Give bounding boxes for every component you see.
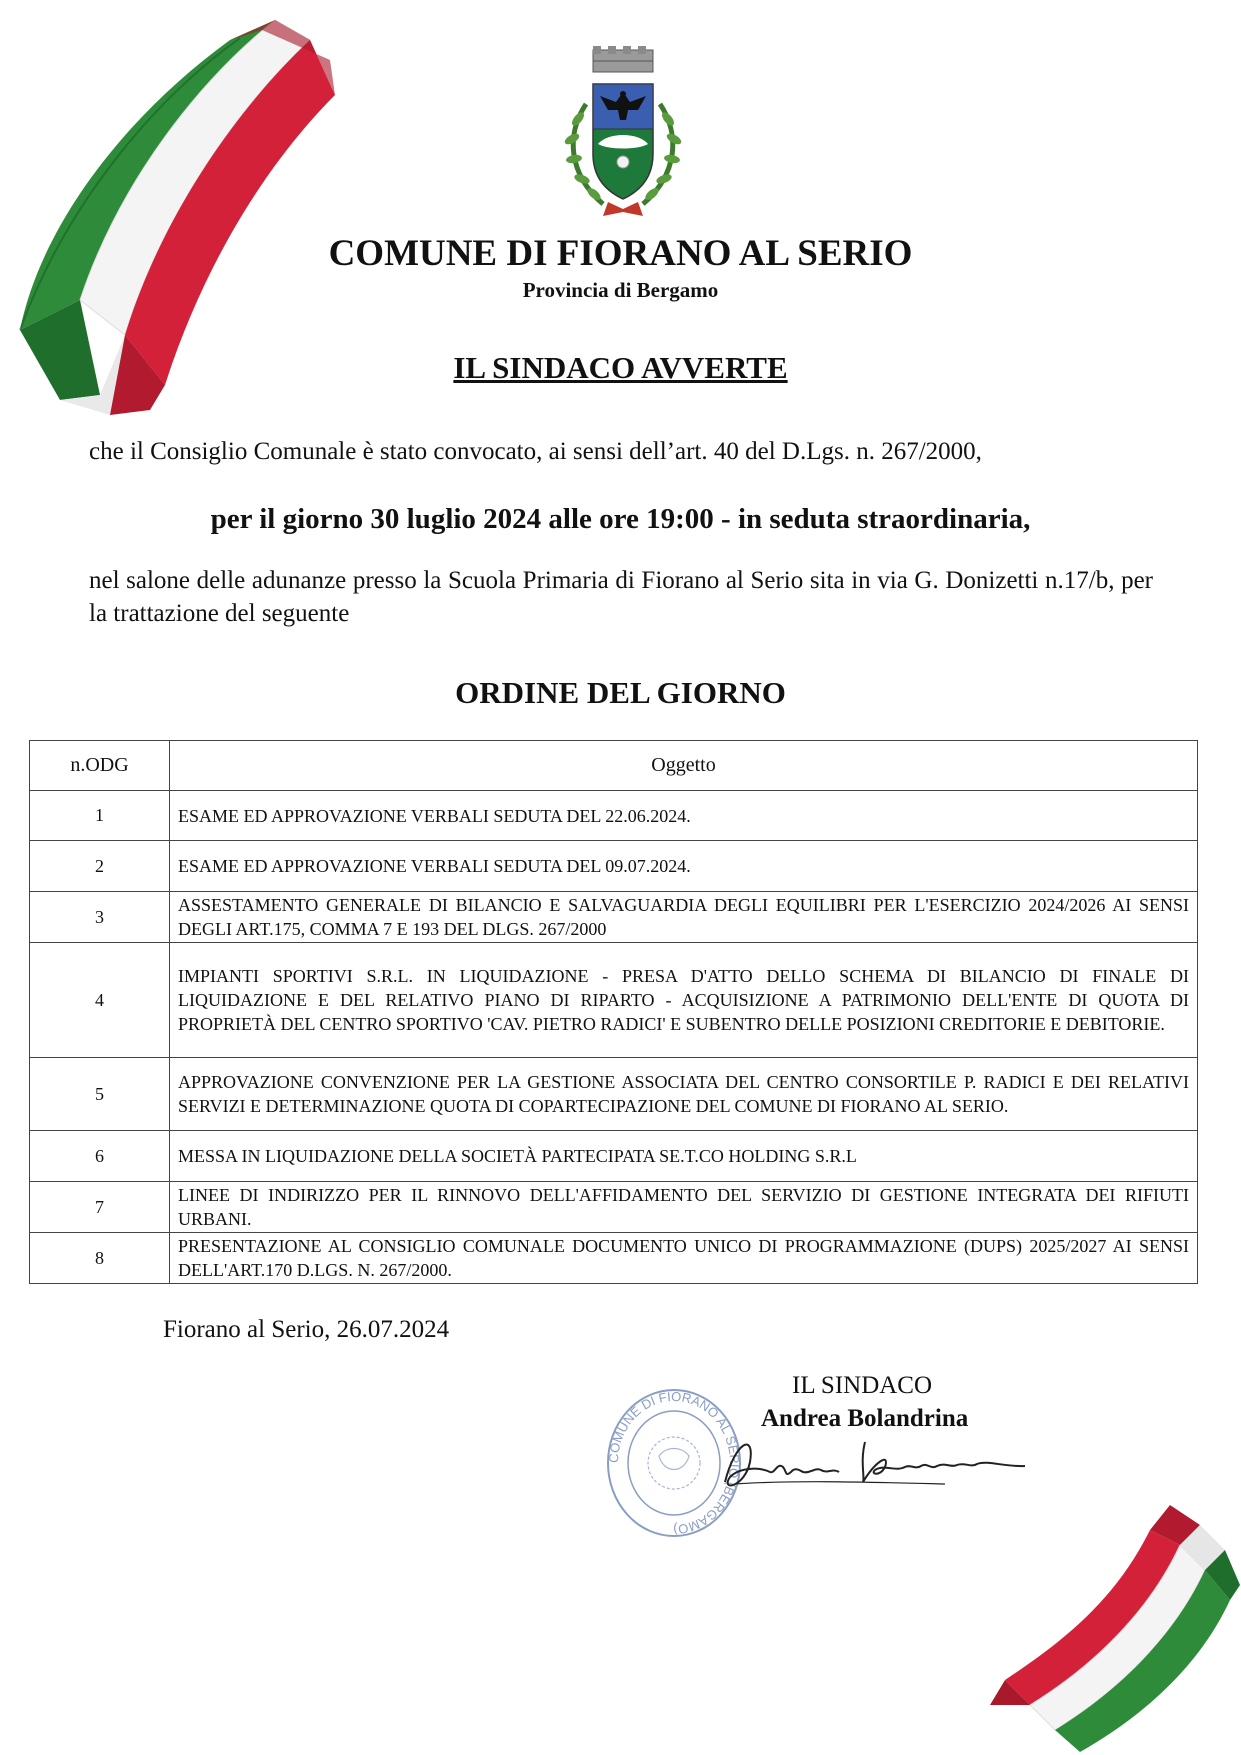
agenda-title: ORDINE DEL GIORNO (455, 675, 786, 710)
meeting-date-line: per il giorno 30 luglio 2024 alle ore 19:00 - in seduta straordinaria, (210, 503, 1031, 535)
agenda-item-number: 5 (30, 1058, 170, 1131)
announcement-intro: che il Consiglio Comunale è stato convocato, ai sensi dell’art. 40 del D.Lgs. n. 267/2000, (89, 438, 982, 465)
agenda-item-number: 2 (30, 841, 170, 892)
table-row (30, 791, 1198, 841)
table-row (30, 1182, 1198, 1233)
agenda-item-subject: LINEE DI INDIRIZZO PER IL RINNOVO DELL'AFFIDAMENTO DEL SERVIZIO DI GESTIONE INTEGRATA DEI RIFIUTI URBANI. (170, 1182, 1198, 1233)
column-header-subject: Oggetto (170, 741, 1198, 791)
provincia-subtitle: Provincia di Bergamo (522, 278, 719, 302)
agenda-item-number: 6 (30, 1131, 170, 1182)
agenda-item-number: 3 (30, 892, 170, 943)
municipal-crest-icon (548, 44, 698, 224)
signer-role: IL SINDACO (792, 1372, 933, 1399)
agenda-item-subject: MESSA IN LIQUIDAZIONE DELLA SOCIETÀ PARTECIPATA SE.T.CO HOLDING S.R.L (170, 1131, 1198, 1182)
table-row (30, 943, 1198, 1058)
agenda-item-number: 7 (30, 1182, 170, 1233)
agenda-item-subject: IMPIANTI SPORTIVI S.R.L. IN LIQUIDAZIONE - PRESA D'ATTO DELLO SCHEMA DI BILANCIO DI FINALE DI LIQUIDAZIONE E DEL RELATIVO PIANO DI RIPARTO - ACQUISIZIONE A PATRIMONIO DELL'ENTE DI QUOTA DI PROPRIETÀ DEL CENTRO SPORTIVO 'CAV. PIETRO RADICI' E SUBENTRO DELLE POSIZIONI CREDITORIE E DEBITORIE. (170, 943, 1198, 1058)
signature-icon (715, 1422, 1040, 1502)
announcement-heading: IL SINDACO AVVERTE (453, 350, 788, 385)
agenda-item-number: 4 (30, 943, 170, 1058)
agenda-item-subject: ASSESTAMENTO GENERALE DI BILANCIO E SALVAGUARDIA DEGLI EQUILIBRI PER L'ESERCIZIO 2024/2026 AI SENSI DEGLI ART.175, COMMA 7 E 193 DEL DLGS. 267/2000 (170, 892, 1198, 943)
italian-flag-ribbon-icon (985, 1490, 1241, 1755)
comune-title: COMUNE DI FIORANO AL SERIO (328, 233, 913, 274)
signer-name: Andrea Bolandrina (761, 1405, 969, 1432)
place-and-date: Fiorano al Serio, 26.07.2024 (163, 1316, 450, 1343)
table-row (30, 1058, 1198, 1131)
table-row (30, 1233, 1198, 1284)
table-row (30, 1131, 1198, 1182)
agenda-item-number: 8 (30, 1233, 170, 1284)
table-header-row (30, 741, 1198, 791)
column-header-number: n.ODG (30, 741, 170, 791)
meeting-location: nel salone delle adunanze presso la Scuola Primaria di Fiorano al Serio sita in via G. Donizetti n.17/b, per la trattazione del seguente (89, 567, 1153, 627)
agenda-table (29, 740, 1198, 1284)
svg-text:COMUNE DI FIORANO AL SERIO (BE: COMUNE DI FIORANO AL SERIO (BERGAMO) (605, 1388, 743, 1538)
table-row (30, 841, 1198, 892)
agenda-item-subject: ESAME ED APPROVAZIONE VERBALI SEDUTA DEL 09.07.2024. (170, 841, 1198, 892)
agenda-item-number: 1 (30, 791, 170, 841)
table-row (30, 892, 1198, 943)
agenda-item-subject: PRESENTAZIONE AL CONSIGLIO COMUNALE DOCUMENTO UNICO DI PROGRAMMAZIONE (DUPS) 2025/2027 AI SENSI DELL'ART.170 D.LGS. N. 267/2000. (170, 1233, 1198, 1284)
agenda-item-subject: ESAME ED APPROVAZIONE VERBALI SEDUTA DEL 22.06.2024. (170, 791, 1198, 841)
agenda-item-subject: APPROVAZIONE CONVENZIONE PER LA GESTIONE ASSOCIATA DEL CENTRO CONSORTILE P. RADICI E DEI RELATIVI SERVIZI E DETERMINAZIONE QUOTA DI COPARTECIPAZIONE DEL COMUNE DI FIORANO AL SERIO. (170, 1058, 1198, 1131)
